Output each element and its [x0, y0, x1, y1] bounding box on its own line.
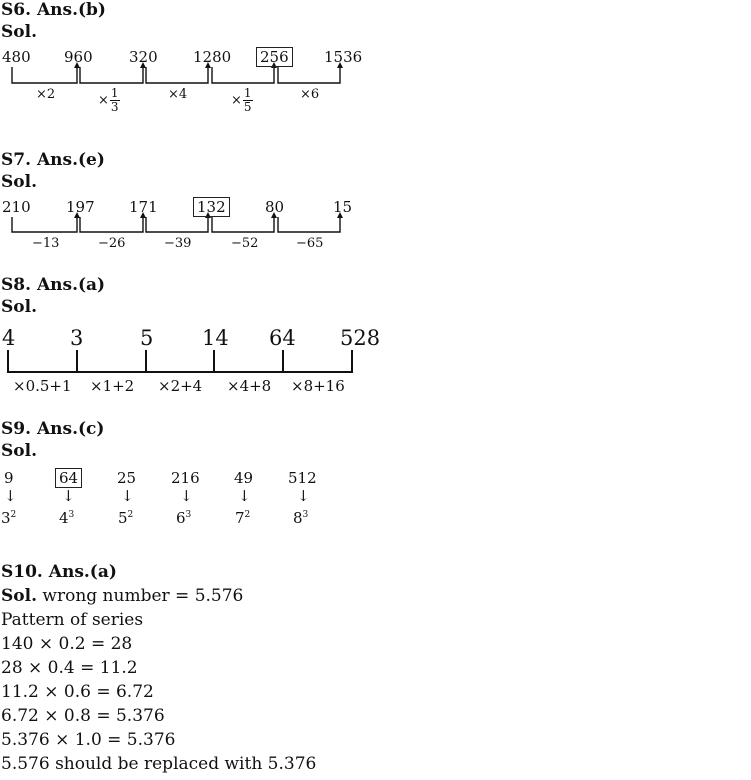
- s9-power-5-base: 7: [235, 509, 245, 527]
- s9-power-3-exponent: 2: [127, 510, 134, 520]
- s6-op-4-numerator: 1: [243, 86, 252, 100]
- s9-power-5: [235, 509, 250, 527]
- s9-power-3: [118, 509, 133, 527]
- s6-op-4-denominator: 5: [243, 100, 252, 114]
- s6-title: S6. Ans.(b): [1, 0, 106, 20]
- s9-power-1: [1, 509, 16, 527]
- s8-number-3: 5: [140, 326, 154, 350]
- s6-op-4-sign: ×: [231, 93, 242, 108]
- s9-power-6-base: 8: [293, 509, 303, 527]
- s6-op-1: ×2: [36, 87, 56, 102]
- s6-number-5-boxed: 256: [256, 47, 293, 67]
- s6-op-5: ×6: [300, 87, 320, 102]
- s8-number-2: 3: [70, 326, 84, 350]
- s7-number-5: 80: [265, 198, 285, 216]
- s10-line-5: 6.72 × 0.8 = 5.376: [1, 706, 165, 726]
- s9-arrow-down-icon-4: ↓: [180, 487, 193, 505]
- s9-arrow-down-icon-1: ↓: [4, 487, 17, 505]
- s9-power-2-exponent: 3: [68, 510, 75, 520]
- s8-number-5: 64: [269, 326, 296, 350]
- s8-op-5: ×8+16: [291, 377, 345, 395]
- s9-arrow-down-icon-2: ↓: [62, 487, 75, 505]
- s8-op-1: ×0.5+1: [13, 377, 72, 395]
- s9-number-6: 512: [288, 469, 317, 487]
- s7-op-5: −65: [296, 236, 324, 251]
- s6-op-3: ×4: [168, 87, 188, 102]
- s6-number-3: 320: [129, 48, 158, 66]
- s9-power-4-exponent: 3: [185, 510, 192, 520]
- s10-sol-line: [1, 586, 243, 606]
- s9-number-1: 9: [4, 469, 14, 487]
- s9-number-5: 49: [234, 469, 254, 487]
- s9-power-5-exponent: 2: [244, 510, 251, 520]
- s7-number-3: 171: [129, 198, 158, 216]
- s6-op-2-sign: ×: [98, 93, 109, 108]
- s10-sol-label: Sol.: [1, 586, 37, 606]
- s9-title: S9. Ans.(c): [1, 419, 105, 439]
- s9-power-1-exponent: 2: [10, 510, 17, 520]
- s6-op-2-fraction: [110, 87, 120, 114]
- s10-line-3: 28 × 0.4 = 11.2: [1, 658, 138, 678]
- s6-op-2-denominator: 3: [110, 100, 119, 114]
- s9-arrow-down-icon-3: ↓: [121, 487, 134, 505]
- s7-op-4: −52: [231, 236, 259, 251]
- s8-number-1: 4: [2, 326, 16, 350]
- s9-power-3-base: 5: [118, 509, 128, 527]
- s9-number-3: 25: [117, 469, 137, 487]
- s8-op-3: ×2+4: [158, 377, 203, 395]
- s7-title: S7. Ans.(e): [1, 150, 105, 170]
- s6-op-2-numerator: 1: [110, 86, 119, 100]
- s9-power-2-base: 4: [59, 509, 69, 527]
- s9-number-4: 216: [171, 469, 200, 487]
- s9-power-4: [176, 509, 191, 527]
- s9-sol-label: Sol.: [1, 441, 37, 461]
- s8-number-6: 528: [340, 326, 381, 350]
- s8-sol-label: Sol.: [1, 297, 37, 317]
- s10-line-7: 5.576 should be replaced with 5.376: [1, 754, 317, 774]
- s8-number-4: 14: [202, 326, 229, 350]
- s6-number-6: 1536: [324, 48, 363, 66]
- s6-op-4-fraction: [243, 87, 253, 114]
- s9-arrow-down-icon-6: ↓: [297, 487, 310, 505]
- s7-number-1: 210: [2, 198, 31, 216]
- s9-power-2: [59, 509, 74, 527]
- s7-number-2: 197: [66, 198, 95, 216]
- s10-line-1: Pattern of series: [1, 610, 144, 630]
- s6-op-4: [231, 87, 253, 114]
- s6-number-1: 480: [2, 48, 31, 66]
- s7-op-2: −26: [98, 236, 126, 251]
- s10-title: S10. Ans.(a): [1, 562, 117, 582]
- s6-number-2: 960: [64, 48, 93, 66]
- s7-number-4-boxed: 132: [193, 197, 230, 217]
- s9-number-2-boxed: 64: [55, 468, 82, 488]
- s10-line-4: 11.2 × 0.6 = 6.72: [1, 682, 154, 702]
- s10-line-6: 5.376 × 1.0 = 5.376: [1, 730, 176, 750]
- s7-number-6: 15: [333, 198, 353, 216]
- s9-power-1-base: 3: [1, 509, 11, 527]
- s7-sol-label: Sol.: [1, 172, 37, 192]
- s7-op-3: −39: [164, 236, 192, 251]
- s10-wrong-number-text: wrong number = 5.576: [37, 586, 244, 606]
- s8-title: S8. Ans.(a): [1, 275, 106, 295]
- s7-op-1: −13: [32, 236, 60, 251]
- s8-op-4: ×4+8: [227, 377, 272, 395]
- s8-op-2: ×1+2: [90, 377, 135, 395]
- s9-power-6-exponent: 3: [302, 510, 309, 520]
- s6-op-2: [98, 87, 120, 114]
- s9-power-6: [293, 509, 308, 527]
- s6-sol-label: Sol.: [1, 22, 37, 42]
- s6-number-4: 1280: [193, 48, 232, 66]
- s9-power-4-base: 6: [176, 509, 186, 527]
- s10-line-2: 140 × 0.2 = 28: [1, 634, 133, 654]
- s9-arrow-down-icon-5: ↓: [238, 487, 251, 505]
